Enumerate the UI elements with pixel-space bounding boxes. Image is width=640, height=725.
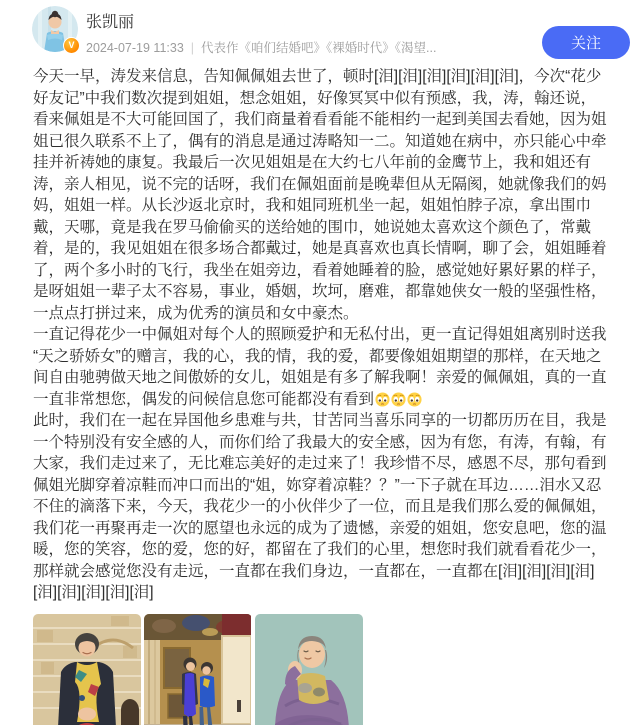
post-photo-1[interactable] <box>33 614 141 725</box>
post-paragraph <box>33 324 611 410</box>
post-content <box>0 62 640 725</box>
post-paragraph <box>33 410 611 604</box>
post-date: 2024-07-19 11:33 <box>86 41 184 55</box>
follow-button[interactable]: 关注 <box>542 26 630 59</box>
sad-wide-eyes-face-icon <box>375 392 390 407</box>
avatar[interactable] <box>32 6 78 52</box>
sad-wide-eyes-face-icon <box>407 392 422 407</box>
verified-badge-icon: V <box>63 37 80 54</box>
photo-3-teal-studio-portrait <box>255 614 363 725</box>
post-meta <box>86 38 436 56</box>
paragraph-text: 此时，我们在一起在异国他乡患难与共，甘苦同当喜乐同享的一切都历历在目，我是一个特别没有安全感的人，而你们给了我最大的安全感，因为有您，有涛，有翰，有大家，我们走过来了，无比难忘美好的走过来了！我珍惜不尽，感恩不尽，那句看到佩姐光脚穿着凉鞋而冲口而出的“姐，妳穿着凉鞋？？”一下子就在耳边……泪水又忍不住的滴落下来，今天，我花少一的小伙伴少了一位，而且是我们那么爱的佩佩姐，我们花一再聚再走一次的愿望也永远的成为了遗憾，亲爱的姐姐，您安息吧，您的温暖，您的笑容，您的爱，您的好，都留在了我们的心里，想您时我们就看看花少一，那样就会感觉您没有走远，一直都在我们身边，一直都在，一直都在[泪][泪][泪][泪][泪][泪][泪][泪][泪] <box>33 412 607 601</box>
author-name[interactable]: 张凯丽 <box>86 14 135 31</box>
photo-2-palace-interior <box>144 614 251 725</box>
post-images <box>33 614 640 725</box>
author-works: 代表作《咱们结婚吧》《裸婚时代》《渴望... <box>201 41 437 55</box>
emoji-row <box>374 391 422 408</box>
post-header <box>0 0 640 62</box>
post-photo-2[interactable] <box>144 614 252 725</box>
photo-1-stone-wall-portrait <box>33 614 141 725</box>
header-info <box>86 9 436 56</box>
post-paragraph <box>33 66 611 324</box>
meta-separator-icon: | <box>190 41 195 55</box>
paragraph-text: 一直记得花少一中佩姐对每个人的照顾爱护和无私付出，更一直记得姐姐离别时送我“天之骄娇女”的赠言，我的心，我的情，我的爱，都要像姐姐期望的那样，在天地之间自由驰骋做天地之间傲娇的女儿，姐姐是有多了解我啊！亲爱的佩佩姐，真的一直一直非常想您，偶发的问候信息您可能都没有看到 <box>33 326 607 408</box>
post-photo-3[interactable] <box>255 614 363 725</box>
sad-wide-eyes-face-icon <box>391 392 406 407</box>
paragraph-text: 今天一早，涛发来信息，告知佩佩姐去世了，顿时[泪][泪][泪][泪][泪][泪]，今次“花少好友记”中我们数次提到姐姐，想念姐姐，好像冥冥中似有预感，我，涛，翰还说，看来佩姐是不大可能回国了，我们商量着看看能不能相约一起到美国去看她，因为姐姐已很久联系不上了，偶有的消息是通过涛略知一二。知道她在病中，亦只能心中牵挂并祈祷她的康复。我最后一次见姐姐是在大约七八年前的金鹰节上，我和姐还有涛，亲人相见，说不完的话呀，我们在佩姐面前是晚辈但从无隔阂，她就像我们的妈妈，姐姐一样。从长沙返北京时，我和姐同班机坐一起，姐姐怕脖子凉，拿出围巾戴，天哪，竟是我在罗马偷偷买的送给她的围巾，她说她太喜欢这个颜色了，常戴着，是的，我见姐姐在很多场合都戴过，她是真喜欢也真长情啊，聊了会，姐姐睡着了，两个多小时的飞行，我坐在姐旁边，看着她睡着的脸，感觉她好累好累的样子，是呀姐姐一辈子太不容易，事业，婚姻，坎坷，磨难，都靠她侠女一般的坚强性格，一点点打拼过来，成为优秀的演员和女中豪杰。 <box>33 68 607 322</box>
